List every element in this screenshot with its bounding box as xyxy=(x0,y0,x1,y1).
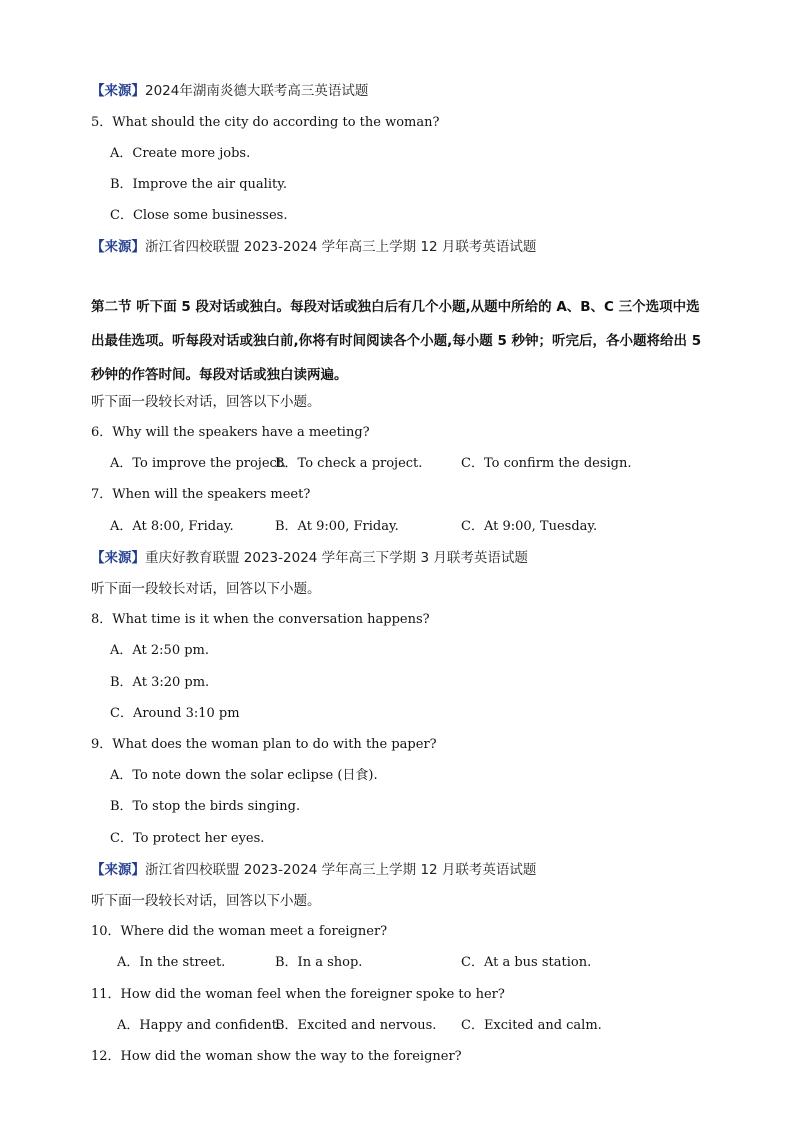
option-c: C．Excited and calm. xyxy=(461,1018,602,1033)
question-5 xyxy=(91,114,439,132)
source-bracket: 【来源】 xyxy=(91,862,145,878)
source-bracket: 【来源】 xyxy=(91,239,145,255)
question-number: 10． xyxy=(91,924,121,939)
option-a: A．To note down the solar eclipse (日食). xyxy=(110,768,378,783)
question-number: 11． xyxy=(91,987,121,1002)
option-a: A．At 2:50 pm. xyxy=(110,643,210,658)
question-7 xyxy=(91,486,310,504)
option-b: B．To stop the birds singing. xyxy=(110,799,301,814)
question-number: 12． xyxy=(91,1049,121,1064)
option-c: C．To confirm the design. xyxy=(461,456,632,471)
source-line xyxy=(91,861,536,879)
source-line xyxy=(91,549,528,567)
question-number: 8． xyxy=(91,612,113,627)
section-instructions: 第二节 听下面 5 段对话或独白。每段对话或独白后有几个小题,从题中所给的 A、B、C 三个选项中选出最佳选项。听每段对话或独白前,你将有时间阅读各个小题,每小题 5 秒钟；听完后，各小题将给出 5 秒钟的作答时间。每段对话或独白读两遍。 xyxy=(91,299,702,383)
question-11 xyxy=(91,986,505,1004)
option-a: A．At 8:00, Friday. xyxy=(110,519,234,534)
question-text: Why will the speakers have a meeting? xyxy=(112,425,370,440)
question-text: What should the city do according to the woman? xyxy=(112,115,440,130)
question-text: How did the woman feel when the foreigner spoke to her? xyxy=(120,987,505,1002)
question-9 xyxy=(91,736,437,754)
source-text: 重庆好教育联盟 2023-2024 学年高三下学期 3 月联考英语试题 xyxy=(145,550,528,566)
option-b: B．To check a project. xyxy=(275,456,423,471)
question-number: 6． xyxy=(91,425,113,440)
source-text: 浙江省四校联盟 2023-2024 学年高三上学期 12 月联考英语试题 xyxy=(145,862,537,878)
option-a: A．To improve the project. xyxy=(110,456,287,471)
option-a: A．In the street. xyxy=(117,955,226,970)
option-c: C．At 9:00, Tuesday. xyxy=(461,519,598,534)
option-c: C．Close some businesses. xyxy=(110,208,288,223)
source-bracket: 【来源】 xyxy=(91,83,145,99)
option-c: C．To protect her eyes. xyxy=(110,831,265,846)
source-line xyxy=(91,82,368,100)
question-number: 9． xyxy=(91,737,113,752)
question-8 xyxy=(91,611,430,629)
source-line xyxy=(91,238,536,256)
question-10 xyxy=(91,923,387,941)
source-text: 浙江省四校联盟 2023-2024 学年高三上学期 12 月联考英语试题 xyxy=(145,239,537,255)
question-number: 5． xyxy=(91,115,113,130)
source-text: 2024年湖南炎德大联考高三英语试题 xyxy=(145,83,369,99)
option-a: A．Happy and confident. xyxy=(117,1018,282,1033)
source-bracket: 【来源】 xyxy=(91,550,145,566)
option-c: C．At a bus station. xyxy=(461,955,592,970)
option-c: C．Around 3:10 pm xyxy=(110,706,240,721)
option-b: B．Improve the air quality. xyxy=(110,177,287,192)
listen-prompt: 听下面一段较长对话，回答以下小题。 xyxy=(91,893,321,909)
question-6 xyxy=(91,424,370,442)
option-b: B．At 3:20 pm. xyxy=(110,675,210,690)
option-b: B．At 9:00, Friday. xyxy=(275,519,399,534)
question-text: What time is it when the conversation happens? xyxy=(112,612,430,627)
question-text: What does the woman plan to do with the paper? xyxy=(112,737,437,752)
option-b: B．In a shop. xyxy=(275,955,363,970)
option-a: A．Create more jobs. xyxy=(110,146,251,161)
question-text: When will the speakers meet? xyxy=(112,487,311,502)
option-b: B．Excited and nervous. xyxy=(275,1018,437,1033)
question-text: Where did the woman meet a foreigner? xyxy=(120,924,388,939)
listen-prompt: 听下面一段较长对话，回答以下小题。 xyxy=(91,394,321,410)
listen-prompt: 听下面一段较长对话，回答以下小题。 xyxy=(91,581,321,597)
question-text: How did the woman show the way to the foreigner? xyxy=(120,1049,462,1064)
question-12 xyxy=(91,1048,462,1066)
question-number: 7． xyxy=(91,487,113,502)
